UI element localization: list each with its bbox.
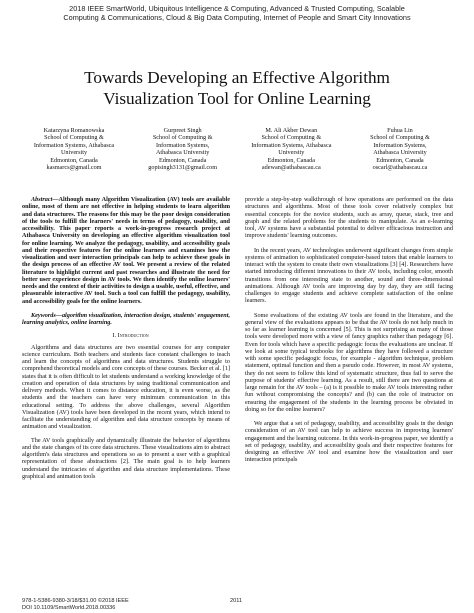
author-email: adewan@athabascau.ca [261,164,321,172]
abstract [22,196,230,305]
conference-header-line-1: 2018 IEEE SmartWorld, Ubiquitous Intelligence & Computing, Advanced & Trusted Computing, Scalable [69,4,405,13]
paper-title-line-1: Towards Developing an Effective Algorithm [84,68,390,87]
section-heading-introduction: I. Introduction [112,332,149,340]
author-affiliation-line: Athabasca University [155,149,210,157]
author-affiliation-line: Information Systems, [373,141,427,149]
conference-header [14,4,460,22]
page-footer [22,598,452,612]
paper-title-line-2: Visualization Tool for Online Learning [103,89,371,108]
author-affiliation-line: Information Systems, Athabasca [251,141,332,149]
left-column [22,196,230,480]
doi-line: DOI 10.1109/SmartWorld.2018.00336 [22,604,116,611]
abstract-lead: Abstract— [31,196,59,203]
body-paragraph: Some evaluations of the existing AV tools are found in the literature, and the general view of the evaluations appears to be that the AV tools do not help much in so far as learner learning is concerned [5]. This is not surprising as many of those tools were developed more with a view of fancy graphics rather than pedagogy [6]. Even for tools which have a specific pedagogic focus the evaluations are unclear. If we look at some typical textbooks for algorithms they have followed a structure with some specific pedagogic focus, for example - algorithm technique, problem statement, optimal function and then a pseudo code. However, in most AV systems, they do not seem to follow this kind of systematic structure, thus fail to serve the purpose of students' effective learning. As a result, still there are two questions at large remain for the AV tools – (a) is it possible to make AV tools interesting rather fun without compromising the concepts? and (b) can the role of instructor on ensuring the engagement of the students in the learning process be obviated in doing so for the online learners? [245,311,453,413]
author-block [239,127,343,171]
author-email: oscarl@athabascau.ca [372,164,428,172]
author-affiliation-line: Athabasca University [373,149,427,157]
author-affiliation-line: School of Computing & [370,134,430,142]
author-location: Edmonton, Canada [376,156,424,164]
intro-paragraph: The AV tools graphically and dynamically illustrate the behavior of algorithms and the state changes of its core data structures. These visualizations aim to abstract algorithm's data structures and operations so as to present a user with a graphical representation of these abstractions [2]. The main goal is to help learners understand the intricacies of algorithm and data structure implementations. These graphical and animation tools [22,436,230,480]
body-paragraph: In the recent years, AV technologies underwent significant changes from simple systems of animation to sophisticated computer-based tutors that enable learners to interact with the system to create their own visualizations [3] [4]. Researchers have started introducing different innovations to their AV tools, including color, smooth transitions from one interesting state to another, sound and three-dimensional animations. Although AV tools are improving day by day, they are still facing challenges to engage students and achieve complete satisfaction of the online learners. [245,246,453,305]
paper-title [18,67,456,109]
author-block [22,127,126,171]
author-list [22,127,452,171]
keywords: Keywords—algorithm visualization, interaction design, students' engagement, learning analytics, online learning. [22,311,230,326]
author-name: Katarzyna Romanowska [43,127,105,134]
author-name: Fuhua Lin [387,127,413,134]
author-location: Edmonton, Canada [158,156,207,164]
page-number: 2011 [230,598,243,604]
author-block [131,127,235,171]
copyright-line: 978-1-5386-9380-3/18/$31.00 ©2018 IEEE [22,598,129,604]
author-block [348,127,452,171]
author-affiliation-line: School of Computing & [261,134,322,142]
right-column [245,196,453,464]
body-paragraph: provide a step-by-step walkthrough of how operations are performed on the data structures and algorithms. Most of these tools cover relatively complex but essential concepts for the novice students, such as array, queue, stack, tree and graph and the related problems for the students to manipulate. As an e-learning tool, AV systems have a substantial potential to deliver efficacious instruction and improve students' learning outcomes. [245,196,453,240]
author-affiliation-line: School of Computing & [152,134,213,142]
author-name: M. Ali Akber Dewan [265,127,318,134]
author-affiliation-line: Information Systems, [156,141,210,149]
author-affiliation-line: Information Systems, Athabasca [33,141,115,149]
author-email: kasmarcs@gmail.com [46,164,102,172]
body-paragraph: We argue that a set of pedagogy, usability, and accessibility goals in the design consideration of an AV tool can help to achieve success in improving learners' engagement and the learning outcome. In this work-in-progress paper, we identify a set of pedagogy, usability, and accessibility goals and their respective features for designing an effective AV tool and examine how the visualization and user interaction principals [245,420,453,464]
conference-header-line-2: Computing & Communications, Cloud & Big Data Computing, Internet of People and Smart City Innovations [63,13,411,22]
author-name: Gurpreet Singh [163,127,202,134]
intro-paragraph: Algorithms and data structures are two essential courses for any computer science curriculum. Both teachers and students face constant challenges to teach and learn the concepts of algorithms and data structures. Students struggle to comprehend theoretical models and core concepts of these courses. Becker et al. [1] states that it is often difficult to let students understand a working knowledge of the creation and operation of data structures by using traditional communication and delivery methods. When it comes to distance education, it is even worse, as the students and the teachers can have very minimum communication in this educational setting. To address the above challenges, several Algorithm Visualization (AV) tools have been developed in the recent years, which intend to facilitate the understanding of algorithm and data structure concepts by means of animation and visualization. [22,343,230,431]
abstract-text: Although many Algorithm Visualization (AV) tools are available online, most of them are not effective in helping students to learn algorithm and data structures. The reasons for this may be the poor design consideration of the tools to fulfill the learners' needs in terms of pedagogy, usability, and accessibility. This paper reports a work-in-progress research project at Athabasca University on developing an effective algorithm visualization tool for online learning. We analyze the pedagogy, usability, and accessibility goals and their respective features for the online learners and examines how the visualization and user interaction principals can help to achieve these goals in the design process of an effective AV tool. We present a review of the related literature to highlight current and past researches and illustrate the need for better user experience design in AV tools. We then identify the online learners' needs and the context of their activities to design a usable, useful, effective, and pleasurable interactive AV tool. Such a tool can fulfill the pedagogy, usability, and accessibility goals for the online learners. [22,196,230,305]
author-affiliation-line: University [60,149,88,157]
author-affiliation-line: School of Computing & [44,134,104,142]
author-location: Edmonton, Canada [267,156,316,164]
author-location: Edmonton, Canada [50,156,98,164]
author-email: gopisingh3131@gmail.com [148,164,218,172]
author-affiliation-line: University [278,149,305,157]
